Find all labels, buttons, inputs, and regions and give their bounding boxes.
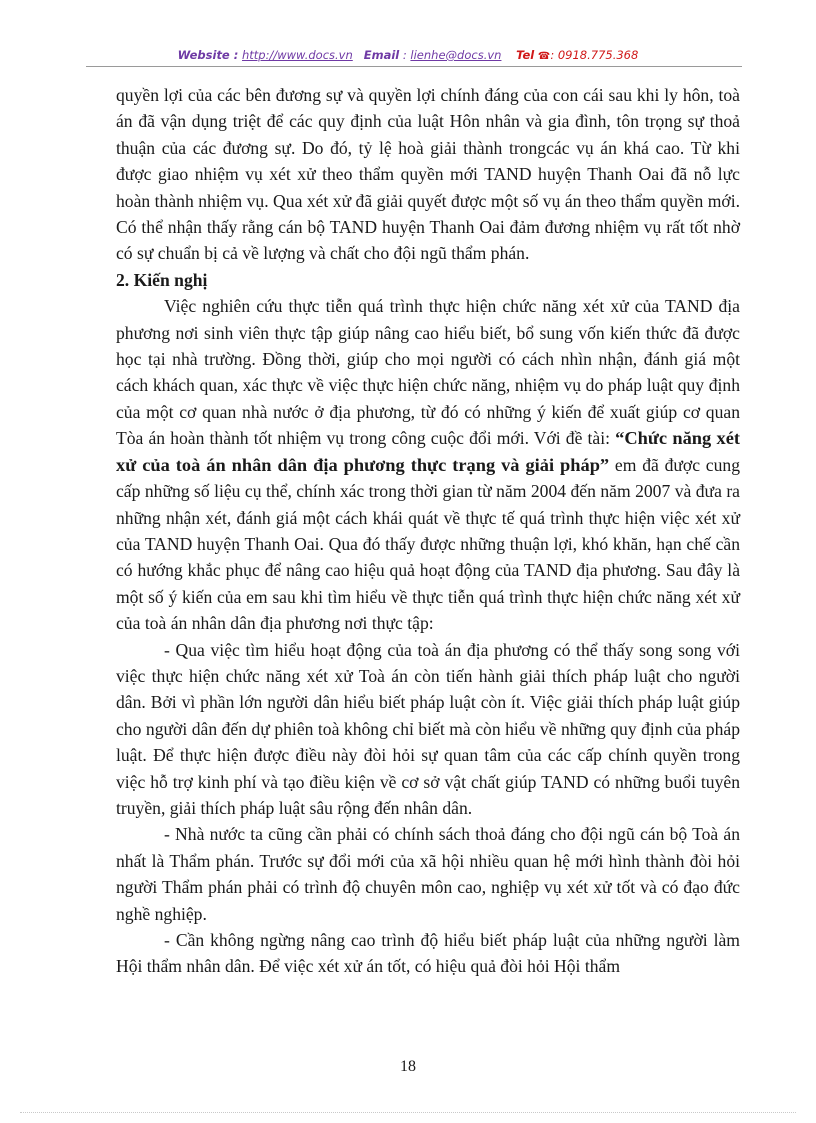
footer-divider xyxy=(20,1112,796,1113)
paragraph-2-intro: Việc nghiên cứu thực tiễn quá trình thực hiện chức năng xét xử của TAND địa phương nơi sinh viên thực tập giúp nâng cao hiểu biết, bổ sung vốn kiến thức đã được học tại nhà trường. Đồng thời, giúp cho mọi người có cách nhìn nhận, đánh giá một cách khách quan, xác thực về việc thực hiện chức năng, nhiệm vụ do pháp luật quy định của một cơ quan nhà nước ở địa phương, từ đó có những ý kiến để xuất giúp cơ quan Tòa án hoàn thành tốt nhiệm vụ trong công cuộc đổi mới. Với đề tài: xyxy=(116,296,740,449)
email-label: Email xyxy=(363,48,400,62)
email-link[interactable]: lienhe@docs.vn xyxy=(410,48,502,62)
paragraph-2 xyxy=(116,293,740,636)
website-label: Website : xyxy=(177,48,239,62)
paragraph-5: - Cần không ngừng nâng cao trình độ hiểu biết pháp luật của những người làm Hội thẩm nhân dân. Để việc xét xử án tốt, có hiệu quả đòi hỏi Hội thẩm xyxy=(116,930,740,977)
tel-label: Tel xyxy=(516,48,535,62)
paragraph-1: quyền lợi của các bên đương sự và quyền lợi chính đáng của con cái sau khi ly hôn, toà án đã vận dụng triệt để các quy định của luật Hôn nhân và gia đình, tôn trọng sự thoả thuận của các đương sự. Do đó, tỷ lệ hoà giải thành trongcác vụ án khá cao. Từ khi được giao nhiệm vụ xét xử theo thẩm quyền mới TAND huyện Thanh Oai đã nỗ lực hoàn thành nhiệm vụ. Qua xét xử đã giải quyết được một số vụ án theo thẩm quyền mới. Có thể nhận thấy rằng cán bộ TAND huyện Thanh Oai đảm đương nhiệm vụ rất tốt nhờ có sự chuẩn bị cả về lượng và chất cho đội ngũ thẩm phán. xyxy=(116,85,740,264)
phone-number: : 0918.775.368 xyxy=(550,48,639,62)
paragraph-2-rest: em đã được cung cấp những số liệu cụ thể, chính xác trong thời gian từ năm 2004 đến năm 2007 và đưa ra những nhận xét, đánh giá một cách khái quát về thực tế quá trình thực hiện việc xét xử của TAND huyện Thanh Oai. Qua đó thấy được những thuận lợi, khó khăn, hạn chế cần có hướng khắc phục để nâng cao hiệu quả hoạt động của TAND địa phương. Sau đây là một số ý kiến của em sau khi tìm hiểu về thực tiễn quá trình thực hiện chức năng xét xử của toà án nhân dân địa phương nơi thực tập: xyxy=(116,454,740,634)
paragraph-4: - Nhà nước ta cũng cần phải có chính sách thoả đáng cho đội ngũ cán bộ Toà án nhất là Thẩm phán. Trước sự đổi mới của xã hội nhiều quan hệ mới hình thành đòi hỏi người Thẩm phán phải có trình độ chuyên môn cao, nghiệp vụ xét xử tốt và có đạo đức nghề nghiệp. xyxy=(116,824,740,924)
website-link[interactable]: http://www.docs.vn xyxy=(242,48,353,62)
page-header xyxy=(0,48,816,62)
thesis-title: “Chức năng xét xử của toà án nhân dân địa phương thực trạng và giải pháp” xyxy=(116,428,740,475)
document-body xyxy=(116,82,740,980)
header-divider xyxy=(86,66,742,67)
page-number: 18 xyxy=(400,1058,416,1075)
section-heading: 2. Kiến nghị xyxy=(116,269,208,290)
paragraph-3: - Qua việc tìm hiểu hoạt động của toà án địa phương có thể thấy song song với việc thực hiện chức năng xét xử Toà án còn tiến hành giải thích pháp luật cho người dân. Bởi vì phần lớn người dân hiểu biết pháp luật còn ít. Việc giải thích pháp luật giúp cho người dân đến dự phiên toà không chỉ biết mà còn hiểu về những quy định của pháp luật. Để thực hiện được điều này đòi hỏi sự quan tâm của các cấp chính quyền trong việc hỗ trợ kinh phí và tạo điều kiện về cơ sở vật chất giúp TAND có những buổi tuyên truyền, giải thích pháp luật sâu rộng đến nhân dân. xyxy=(116,639,740,818)
email-separator: : xyxy=(402,48,407,62)
phone-icon: ☎ xyxy=(537,51,551,62)
